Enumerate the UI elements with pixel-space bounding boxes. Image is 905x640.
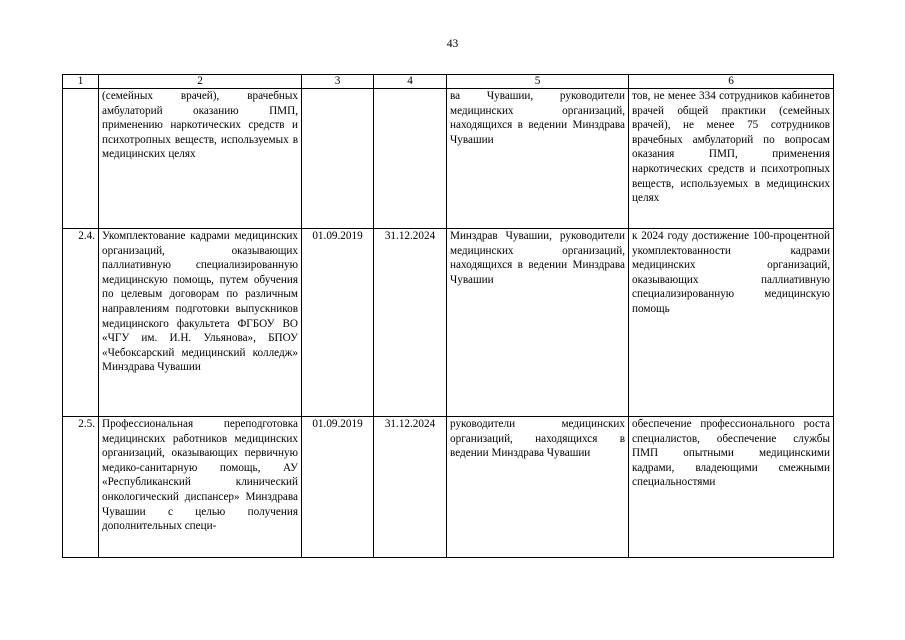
table-header-row: [63, 75, 834, 89]
result-cell: к 2024 году достижение 100-процентной укомплектованности кадрами медицинских организаций, оказывающих паллиативную специализированную медицинскую помощь: [629, 229, 834, 417]
row-number: [63, 89, 99, 229]
activity-cell: Профессиональная переподготовка медицинских работников медицинских организаций, оказывающих первичную медико-санитарную помощь, АУ «Республиканский клинический онкологический диспансер» Минздрава Чувашии с целью получения дополнительных специ-: [99, 417, 302, 558]
activity-cell: Укомплектование кадрами медицинских организаций, оказывающих паллиативную специализированную медицинскую помощь, путем обучения по целевым договорам по различным направлениям подготовки выпускников медицинского факультета ФГБОУ ВО «ЧГУ им. И.Н. Ульянова», БПОУ «Чебоксарский медицинский колледж» Минздрава Чувашии: [99, 229, 302, 417]
responsible-cell: ва Чувашии, руководители медицинских организаций, находящихся в ведении Минздрава Чувашии: [447, 89, 629, 229]
responsible-cell: руководители медицинских организаций, находящихся в ведении Минздрава Чувашии: [447, 417, 629, 558]
end-date-cell: 31.12.2024: [374, 417, 447, 558]
action-plan-table: [62, 74, 834, 558]
start-date-cell: 01.09.2019: [302, 417, 374, 558]
column-header: 1: [63, 75, 99, 89]
activity-cell: (семейных врачей), врачебных амбулаторий оказанию ПМП, применению наркотических средств и психотропных веществ, используемых в медицинских целях: [99, 89, 302, 229]
end-date-cell: 31.12.2024: [374, 229, 447, 417]
column-header: 4: [374, 75, 447, 89]
column-header: 6: [629, 75, 834, 89]
column-header: 2: [99, 75, 302, 89]
table-row: [63, 89, 834, 229]
result-cell: тов, не менее 334 сотрудников кабинетов врачей общей практики (семейных врачей), не менее 75 сотрудников врачебных амбулаторий по вопросам оказания ПМП, применения наркотических средств и психотропных веществ, используемых в медицинских целях: [629, 89, 834, 229]
start-date-cell: 01.09.2019: [302, 229, 374, 417]
row-number: 2.4.: [63, 229, 99, 417]
responsible-cell: Минздрав Чувашии, руководители медицинских организаций, находящихся в ведении Минздрава Чувашии: [447, 229, 629, 417]
table-row: [63, 229, 834, 417]
table-row: [63, 417, 834, 558]
column-header: 3: [302, 75, 374, 89]
end-date-cell: [374, 89, 447, 229]
start-date-cell: [302, 89, 374, 229]
result-cell: обеспечение профессионального роста специалистов, обеспечение службы ПМП опытными медицинскими кадрами, владеющими смежными специальностями: [629, 417, 834, 558]
page-number: 43: [446, 38, 459, 50]
row-number: 2.5.: [63, 417, 99, 558]
column-header: 5: [447, 75, 629, 89]
